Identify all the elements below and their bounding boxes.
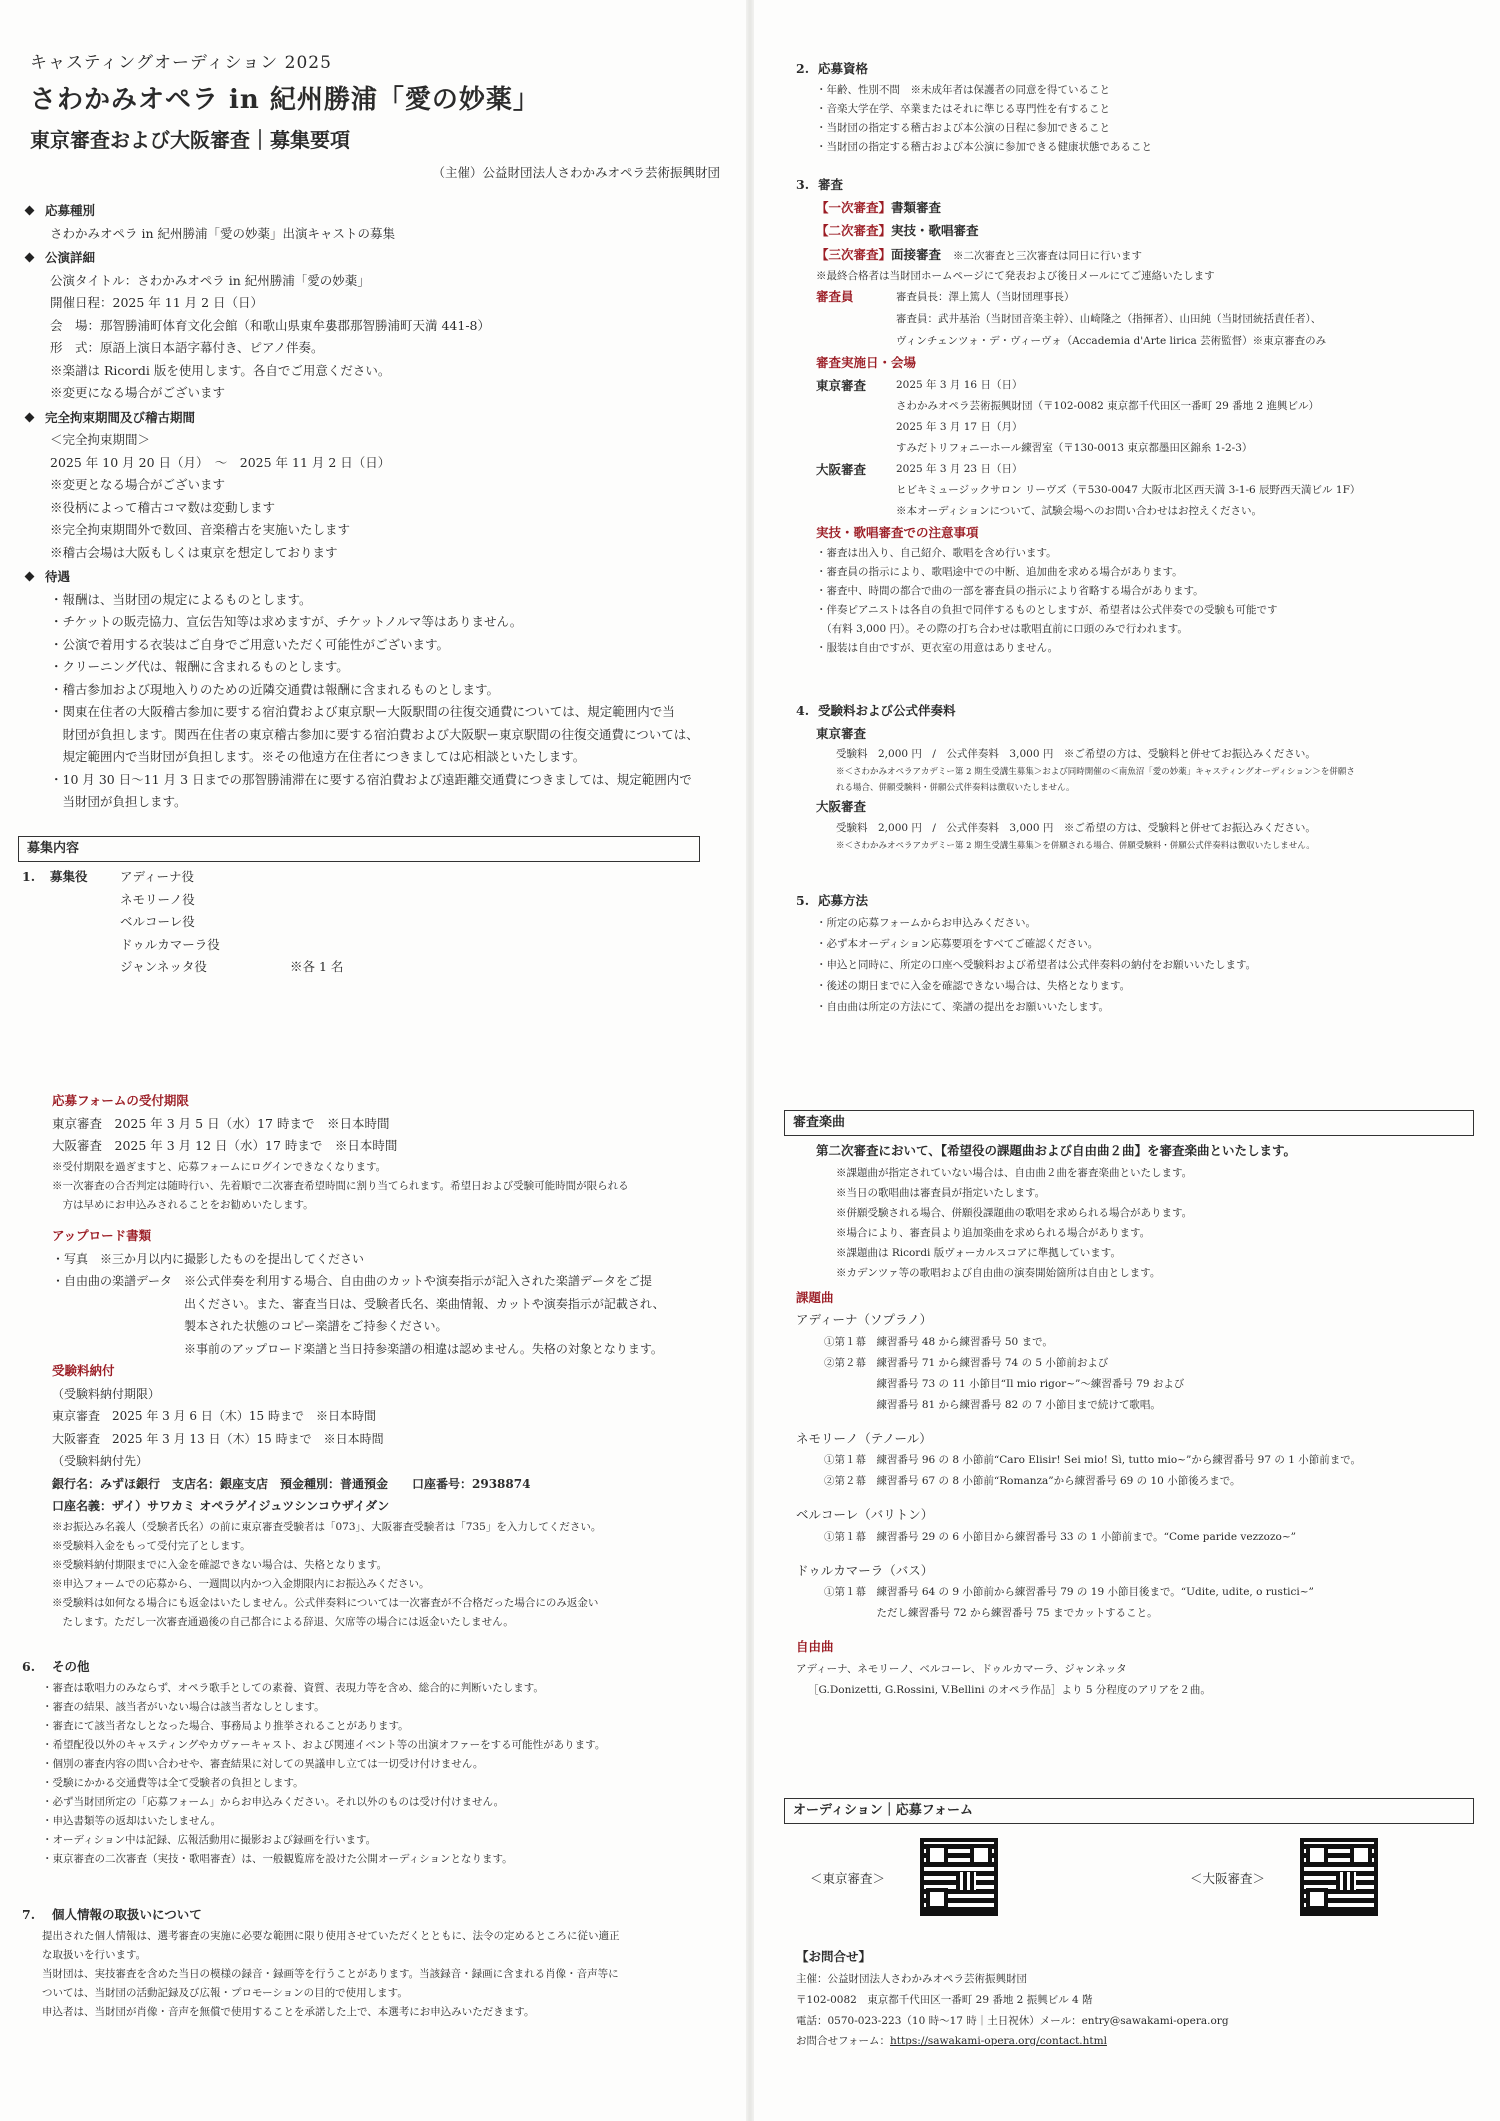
repertoire-box-title: 審査楽曲 (784, 1110, 1474, 1136)
privacy-line: 提出された個人情報は、選考審査の実施に必要な範囲に限り使用させていただくとともに、法令の定めるところに従い適正 (42, 1929, 620, 1942)
forms-box-title: オーディション｜応募フォーム (784, 1798, 1474, 1824)
grid-spacer (50, 934, 120, 957)
deadline-line: 大阪審査 2025 年 3 月 12 日（水）17 時まで ※日本時間 (52, 1138, 398, 1153)
repertoire-note: ※課題曲は Ricordi 版ヴォーカルスコアに準拠しています。 (836, 1246, 1121, 1259)
fees-tokyo-note: ※＜さわかみオペラアカデミー第 2 期生受講生募集＞および同時開催の＜南魚沼「愛の妙薬」キャスティングオーディション＞を併願さ (836, 767, 1355, 777)
privacy-line: ついては、当財団の活動記録及び広報・プロモーションの目的で使用します。 (42, 1986, 408, 1999)
caution-line: ・伴奏ピアニストは各自の負担で同伴するものとしますが、希望者は公式伴奏での受験も可能です (816, 604, 1278, 616)
organizer: （主催）公益財団法人さわかみオペラ芸術振興財団 (432, 165, 720, 180)
other-number: 6. (22, 1659, 36, 1674)
role-item: ネモリーノ役 (120, 891, 195, 907)
outline-line: ※役柄によって稽古コマ数は変動します (50, 499, 276, 515)
contact-line: 主催：公益財団法人さわかみオペラ芸術振興財団 (796, 1972, 1027, 1985)
diamond-bullet-icon (25, 253, 35, 263)
upload-line: 製本された状態のコピー楽譜をご持参ください。 (52, 1319, 448, 1333)
assigned-role-name: ベルコーレ（バリトン） (796, 1507, 934, 1522)
stage-text: 実技・歌唱審査 (891, 223, 979, 238)
judge-line: ヴィンチェンツォ・デ・ヴィーヴォ（Accademia d'Arte lirica 芸術監督）※東京審査のみ (896, 335, 1327, 347)
fee-payment-note: たします。ただし一次審査通過後の自己都合による辞退、欠席等の場合には返金いたしません。 (52, 1615, 514, 1628)
tokyo-venue-line: 2025 年 3 月 17 日（月） (896, 420, 1023, 433)
deadline-note: ※一次審査の合否判定は随時行い、先着順で二次審査希望時間に割り当てられます。希望日および受験可能時間が限られる (52, 1179, 629, 1192)
outline-line: ・チケットの販売協力、宣伝告知等は求めますが、チケットノルマ等はありません。 (50, 614, 523, 629)
outline-line: 財団が負担します。関西在住者の東京稽古参加に要する宿泊費および大阪駅ー東京駅間の往復交通費については、 (50, 726, 699, 742)
contact-form-label: お問合せフォーム： (796, 2034, 890, 2047)
outline-heading: 完全拘束期間及び稽古期間 (45, 409, 196, 425)
screening-stage (796, 220, 1486, 244)
screening-section (796, 174, 1486, 658)
recruit-roles-section (22, 866, 722, 979)
outline-heading-row (22, 247, 722, 270)
tokyo-venue-line: すみだトリフォニーホール練習室（〒130-0013 東京都墨田区錦糸 1-2-3） (896, 441, 1253, 454)
other-line: ・申込書類等の返却はいたしません。 (42, 1814, 222, 1827)
fees-heading: 受験料および公式伴奏料 (818, 703, 956, 718)
outline-heading: 応募種別 (45, 203, 96, 218)
grid-spacer (290, 934, 410, 957)
repertoire-section (796, 1140, 1486, 1701)
assigned-role-line: ①第１幕 練習番号 96 の 8 小節前“Caro Elisir! Sei mio! Sì, tutto mio~”から練習番号 97 の 1 小節前まで。 (824, 1454, 1362, 1466)
upload-section (52, 1225, 722, 1360)
osaka-venue-line: ※本オーディションについて、試験会場へのお問い合わせはお控えください。 (896, 504, 1263, 517)
fee-payment-note: ※申込フォームでの応募から、一週間以内かつ入金期限内にお振込みください。 (52, 1577, 430, 1590)
diamond-bullet-icon (25, 572, 35, 582)
fee-payment-note: ※受験料は如何なる場合にも返金はいたしません。公式伴奏料については一次審査が不合格だった場合にのみ返金い (52, 1596, 599, 1609)
upload-line: ※事前のアップロード楽譜と当日持参楽譜の相違は認めません。失格の対象となります。 (52, 1341, 663, 1356)
stage-text: 面接審査 (891, 246, 942, 262)
cautions-title: 実技・歌唱審査での注意事項 (816, 524, 979, 540)
stage-tag: 【三次審査】 (816, 246, 892, 262)
role-item: ドゥルカマーラ役 (120, 936, 220, 952)
role-item: ジャンネッタ役 (120, 959, 207, 974)
assigned-role-line: ①第１幕 練習番号 64 の 9 小節前から練習番号 79 の 19 小節目後まで。“Udite, udite, o rustici~” (824, 1586, 1314, 1598)
assigned-role-line: ②第２幕 練習番号 71 から練習番号 74 の 5 小節前および (824, 1356, 1109, 1369)
assigned-role-line: ただし練習番号 72 から練習番号 75 までカットすること。 (824, 1607, 1158, 1619)
assigned-role-line: ①第１幕 練習番号 48 から練習番号 50 まで。 (824, 1335, 1053, 1348)
recruit-number: 1. (22, 869, 36, 884)
grid-spacer (50, 889, 120, 912)
other-line: ・審査の結果、該当者がいない場合は該当者なしとします。 (42, 1700, 325, 1713)
osaka-venue-line: 2025 年 3 月 23 日（日） (896, 462, 1023, 475)
repertoire-note: ※当日の歌唱曲は審査員が指定いたします。 (836, 1186, 1046, 1199)
fees-section (796, 700, 1486, 854)
judge-line: 審査員：武井基治（当財団音楽主幹）、山崎隆之（指揮者）、山田純（当財団統括責任者）、 (896, 313, 1322, 325)
other-line: ・希望配役以外のキャスティングやカヴァーキャスト、および関連イベント等の出演オファーをする可能性があります。 (42, 1738, 606, 1751)
stage-text: 書類審査 (891, 199, 942, 215)
repertoire-note: ※課題曲が指定されていない場合は、自由曲２曲を審査楽曲といたします。 (836, 1166, 1193, 1179)
qualification-line: ・当財団の指定する稽古および本公演の日程に参加できること (816, 121, 1110, 134)
grid-spacer (22, 934, 50, 957)
upload-line: 出ください。また、審査当日は、受験者氏名、楽曲情報、カットや演奏指示が記載され、 (52, 1296, 665, 1311)
apply-section (796, 890, 1486, 1018)
header-subtitle: キャスティングオーディション 2025 (30, 53, 332, 73)
contact-line: 〒102-0082 東京都千代田区一番町 29 番地 2 振興ビル 4 階 (796, 1993, 1093, 2006)
assigned-title: 課題曲 (796, 1289, 834, 1305)
fee-payment-section (52, 1360, 722, 1632)
fees-tokyo-fee: 受験料 2,000 円 / 公式伴奏料 3,000 円 ※ご希望の方は、受験料と併せてお振込みください。 (836, 748, 1316, 760)
repertoire-note: ※カデンツァ等の歌唱および自由曲の演奏開始箇所は自由とします。 (836, 1266, 1161, 1279)
outline-line: ・クリーニング代は、報酬に含まれるものとします。 (50, 659, 349, 674)
fee-payment-note: ※お振込み名義人（受験者氏名）の前に東京審査受験者は「073」、大阪審査受験者は「735」を入力してください。 (52, 1520, 602, 1533)
other-section (22, 1656, 722, 1869)
grid-spacer (50, 956, 120, 979)
privacy-line: な取扱いを行います。 (42, 1948, 147, 1961)
fee-payment-line: 東京審査 2025 年 3 月 6 日（木）15 時まで ※日本時間 (52, 1409, 376, 1423)
contact-line: 電話：0570-023-223（10 時〜17 時｜土日祝休）メール：entry@sawakami-opera.org (796, 2014, 1229, 2027)
other-line: ・審査は歌唱力のみならず、オペラ歌手としての素養、資質、表現力等を含め、総合的に判断いたします。 (42, 1681, 544, 1694)
osaka-form-qr-code[interactable] (1300, 1838, 1378, 1916)
fee-payment-line: 銀行名：みずほ銀行 支店名：銀座支店 預金種別：普通預金 口座番号：2938874 (52, 1476, 531, 1491)
form-deadline-section (52, 1090, 722, 1215)
fee-payment-line: （受験料納付先） (52, 1454, 149, 1468)
privacy-number: 7. (22, 1907, 36, 1922)
apply-line: ・必ず本オーディション応募要項をすべてご確認ください。 (816, 937, 1099, 950)
outline-line: ・10 月 30 日〜11 月 3 日までの那智勝浦滞在に要する宿泊費および遠距離交通費につきましては、規定範囲内で (50, 771, 692, 787)
apply-line: ・後述の期日までに入金を確認できない場合は、失格となります。 (816, 979, 1131, 992)
outline-line: 会 場：那智勝浦町体育文化会館（和歌山県東牟婁郡那智勝浦町天満 441-8） (50, 317, 491, 333)
free-line: ［G.Donizetti, G.Rossini, V.Bellini のオペラ作品］より 5 分程度のアリアを２曲。 (808, 1683, 1211, 1696)
outline-line: 当財団が負担します。 (50, 794, 187, 809)
caution-line: （有料 3,000 円）。その際の打ち合わせは歌唱直前に口頭のみで行われます。 (816, 623, 1188, 635)
form-deadline-title: 応募フォームの受付期限 (52, 1093, 189, 1108)
tokyo-venue-line: 2025 年 3 月 16 日（日） (896, 378, 1023, 391)
caution-line: ・服装は自由ですが、更衣室の用意はありません。 (816, 642, 1059, 654)
privacy-section (22, 1904, 722, 2022)
privacy-line: 当財団は、実技審査を含めた当日の模様の録音・録画等を行うことがあります。当該録音・録画に含まれる肖像・音声等に (42, 1967, 619, 1980)
other-line: ・オーディション中は記録、広報活動用に撮影および録画を行います。 (42, 1833, 377, 1846)
grid-spacer (22, 889, 50, 912)
fee-payment-line: 口座名義：ザイ）サワカミ オペラゲイジュツシンコウザイダン (52, 1499, 390, 1513)
grid-spacer (290, 889, 410, 912)
outline-line: 公演タイトル：さわかみオペラ in 紀州勝浦「愛の妙薬」 (50, 272, 370, 288)
outline-line: さわかみオペラ in 紀州勝浦「愛の妙薬」出演キャストの募集 (50, 225, 395, 241)
upload-line: ・自由曲の楽譜データ ※公式伴奏を利用する場合、自由曲のカットや演奏指示が記入された楽譜データをご提 (52, 1274, 652, 1288)
apply-line: ・申込と同時に、所定の口座へ受験料および希望者は公式伴奏料の納付をお願いいたします。 (816, 958, 1257, 971)
fees-osaka-note: ※＜さわかみオペラアカデミー第 2 期生受講生募集＞を併願される場合、併願受験料・併願公式伴奏料は徴収いたしません。 (836, 840, 1315, 851)
assigned-role-line: ①第１幕 練習番号 29 の 6 小節目から練習番号 33 の 1 小節前まで。“Come paride vezzozo~” (824, 1530, 1296, 1543)
privacy-heading: 個人情報の取扱いについて (52, 1907, 202, 1922)
contact-title: 【お問合せ】 (796, 1949, 872, 1964)
fee-payment-note: ※受験料納付期限までに入金を確認できない場合は、失格となります。 (52, 1558, 388, 1571)
grid-spacer (22, 911, 50, 934)
outline-line: ・報酬は、当財団の規定によるものとします。 (50, 591, 312, 607)
other-heading: その他 (52, 1659, 90, 1674)
deadline-note: ※受付期限を過ぎますと、応募フォームにログインできなくなります。 (52, 1160, 387, 1173)
fees-number: 4. (796, 703, 810, 718)
fees-osaka-fee: 受験料 2,000 円 / 公式伴奏料 3,000 円 ※ご希望の方は、受験料と併せてお振込みください。 (836, 821, 1316, 834)
grid-spacer (22, 956, 50, 979)
stage-note: ※二次審査と三次審査は同日に行います (953, 249, 1143, 262)
contact-form-link[interactable]: https://sawakami-opera.org/contact.html (889, 2034, 1107, 2047)
outline-line: 2025 年 10 月 20 日（月） 〜 2025 年 11 月 2 日（日） (50, 454, 391, 470)
deadline-line: 東京審査 2025 年 3 月 5 日（水）17 時まで ※日本時間 (52, 1115, 390, 1131)
venue-title: 審査実施日・会場 (816, 355, 917, 370)
outline-line: ＜完全拘束期間＞ (50, 432, 151, 447)
apply-number: 5. (796, 893, 810, 908)
contact-section (796, 1946, 1486, 2051)
assigned-role-line: 練習番号 73 の 11 小節目“Il mio rigor~”〜練習番号 79 および (824, 1377, 1185, 1390)
outline-heading-row (22, 407, 722, 430)
other-line: ・受験にかかる交通費等は全て受験者の負担とします。 (42, 1776, 304, 1789)
privacy-line: 申込者は、当財団が肖像・音声を無償で使用することを承諾した上で、本選考にお申込みいただきます。 (42, 2005, 535, 2018)
outline-line: 開催日程：2025 年 11 月 2 日（日） (50, 295, 264, 310)
outline-line: 規定範囲内で当財団が負担します。※その他遠方在住者につきましては応相談といたします。 (50, 749, 586, 764)
outline-line: ・稽古参加および現地入りのための近隣交通費は報酬に含まれるものとします。 (50, 681, 500, 697)
qualification-line: ・音楽大学在学、卒業またはそれに準じる専門性を有すること (816, 102, 1110, 115)
diamond-bullet-icon (25, 412, 35, 422)
outline-line: ※完全拘束期間外で数回、音楽稽古を実施いたします (50, 522, 351, 537)
fees-tokyo-label: 東京審査 (816, 725, 867, 741)
right-page (750, 0, 1500, 2121)
osaka-form-label: ＜大阪審査＞ (1190, 1871, 1266, 1886)
osaka-venue-line: ヒビキミュージックサロン リーヴズ（〒530-0047 大阪市北区西天満 3-1-6 辰野西天満ビル 1F） (896, 483, 1361, 496)
result-note: ※最終合格者は当財団ホームページにて発表および後日メールにてご連絡いたします (816, 270, 1215, 282)
outline-line: ※稽古会場は大阪もしくは東京を想定しております (50, 544, 338, 560)
recruit-box-title: 募集内容 (18, 836, 700, 862)
screening-number: 3. (796, 177, 810, 192)
free-line: アディーナ、ネモリーノ、ベルコーレ、ドゥルカマーラ、ジャンネッタ (796, 1662, 1127, 1675)
assigned-role-name: ドゥルカマーラ（バス） (796, 1562, 934, 1578)
fees-tokyo-note: れる場合、併願受験料・併願公式伴奏料は徴収いたしません。 (836, 783, 1075, 793)
fee-payment-line: 大阪審査 2025 年 3 月 13 日（木）15 時まで ※日本時間 (52, 1431, 384, 1446)
assigned-role-line: ②第２幕 練習番号 67 の 8 小節前“Romanza”から練習番号 69 の 10 小節後ろまで。 (824, 1475, 1241, 1487)
diamond-bullet-icon (25, 206, 35, 216)
deadline-note: 方は早めにお申込みされることをお勧めいたします。 (52, 1198, 314, 1211)
repertoire-note: ※場合により、審査員より追加楽曲を求められる場合があります。 (836, 1226, 1151, 1239)
judges-label: 審査員 (816, 289, 854, 304)
qualification-line: ・当財団の指定する稽古および本公演に参加できる健康状態であること (816, 140, 1152, 153)
apply-line: ・所定の応募フォームからお申込みください。 (816, 916, 1036, 929)
grid-spacer (50, 911, 120, 934)
tokyo-form-label: ＜東京審査＞ (810, 1871, 886, 1886)
qualification-section (796, 58, 1476, 157)
other-line: ・個別の審査内容の問い合わせや、審査結果に対しての異議申し立ては一切受け付けません。 (42, 1757, 484, 1770)
caution-line: ・審査中、時間の都合で曲の一部を審査員の指示により省略する場合があります。 (816, 585, 1204, 597)
fee-payment-title: 受験料納付 (52, 1363, 115, 1378)
grid-spacer (290, 866, 410, 889)
header-category: 東京審査および大阪審査｜募集要項 (30, 128, 350, 152)
outline-heading-row (22, 200, 722, 223)
screening-heading: 審査 (818, 177, 844, 192)
grid-spacer (290, 911, 410, 934)
outline-line: ※変更になる場合がございます (50, 385, 226, 400)
qualification-heading: 応募資格 (818, 61, 869, 76)
screening-stage (796, 197, 1486, 221)
judge-line: 審査員長：澤上篤人（当財団理事長） (896, 291, 1075, 303)
fee-payment-line: （受験料納付期限） (52, 1386, 161, 1401)
stage-tag: 【一次審査】 (816, 199, 892, 215)
outline-line: ・公演で着用する衣装はご自身でご用意いただく可能性がございます。 (50, 636, 450, 652)
outline-heading-row (22, 566, 722, 589)
fees-osaka-label: 大阪審査 (816, 799, 867, 814)
document-header (30, 48, 720, 181)
stage-tag: 【二次審査】 (816, 223, 892, 238)
tokyo-venue-label: 東京審査 (816, 377, 867, 393)
osaka-venue-label: 大阪審査 (816, 461, 867, 477)
repertoire-note: ※併願受験される場合、併願役課題曲の歌唱を求められる場合があります。 (836, 1206, 1193, 1219)
tokyo-form-qr-code[interactable] (920, 1838, 998, 1916)
outline-heading: 公演詳細 (45, 250, 96, 265)
caution-line: ・審査は出入り、自己紹介、歌唱を含め行います。 (816, 547, 1057, 559)
outline-section (22, 200, 722, 814)
qualification-line: ・年齢、性別不問 ※未成年者は保護者の同意を得ていること (816, 83, 1110, 96)
outline-line: 形 式：原語上演日本語字幕付き、ピアノ伴奏。 (50, 340, 324, 355)
recruit-note: ※各 1 名 (290, 959, 344, 974)
upload-line: ・写真 ※三か月以内に撮影したものを提出してください (52, 1251, 365, 1266)
repertoire-intro: 第二次審査において、【希望役の課題曲および自由曲２曲】を審査楽曲といたします。 (816, 1143, 1297, 1158)
qualification-number: 2. (796, 61, 810, 76)
role-item: ベルコーレ役 (120, 914, 195, 929)
free-title: 自由曲 (796, 1639, 834, 1654)
screening-stage (796, 244, 1486, 268)
recruit-label: 募集役 (50, 869, 88, 884)
other-line: ・必ず当財団所定の「応募フォーム」からお申込みください。それ以外のものは受け付けません。 (42, 1795, 505, 1808)
upload-title: アップロード書類 (52, 1228, 152, 1243)
other-line: ・審査にて該当者なしとなった場合、事務局より推挙されることがあります。 (42, 1719, 409, 1732)
fee-payment-note: ※受験料入金をもって受付完了とします。 (52, 1539, 251, 1552)
outline-line: ※変更となる場合がございます (50, 477, 226, 492)
role-item: アディーナ役 (120, 869, 195, 884)
outline-heading: 待遇 (45, 569, 71, 584)
other-line: ・東京審査の二次審査（実技・歌唱審査）は、一般観覧席を設けた公開オーディションとなります。 (42, 1852, 513, 1865)
tokyo-venue-line: さわかみオペラ芸術振興財団（〒102-0082 東京都千代田区一番町 29 番地 2 進興ビル） (896, 399, 1320, 412)
assigned-role-line: 練習番号 81 から練習番号 82 の 7 小節目まで続けて歌唱。 (824, 1398, 1161, 1411)
caution-line: ・審査員の指示により、歌唱途中での中断、追加曲を求める場合があります。 (816, 566, 1183, 578)
outline-line: ・関東在住者の大阪稽古参加に要する宿泊費および東京駅ー大阪駅間の往復交通費については、規定範囲内で当 (50, 704, 675, 719)
assigned-role-name: アディーナ（ソプラノ） (796, 1312, 933, 1327)
outline-line: ※楽譜は Ricordi 版を使用します。各自でご用意ください。 (50, 362, 391, 378)
assigned-role-name: ネモリーノ（テノール） (796, 1430, 932, 1446)
apply-line: ・自由曲は所定の方法にて、楽譜の提出をお願いいたします。 (816, 1000, 1109, 1013)
header-title: さわかみオペラ in 紀州勝浦「愛の妙薬」 (30, 85, 540, 115)
apply-heading: 応募方法 (818, 893, 869, 908)
